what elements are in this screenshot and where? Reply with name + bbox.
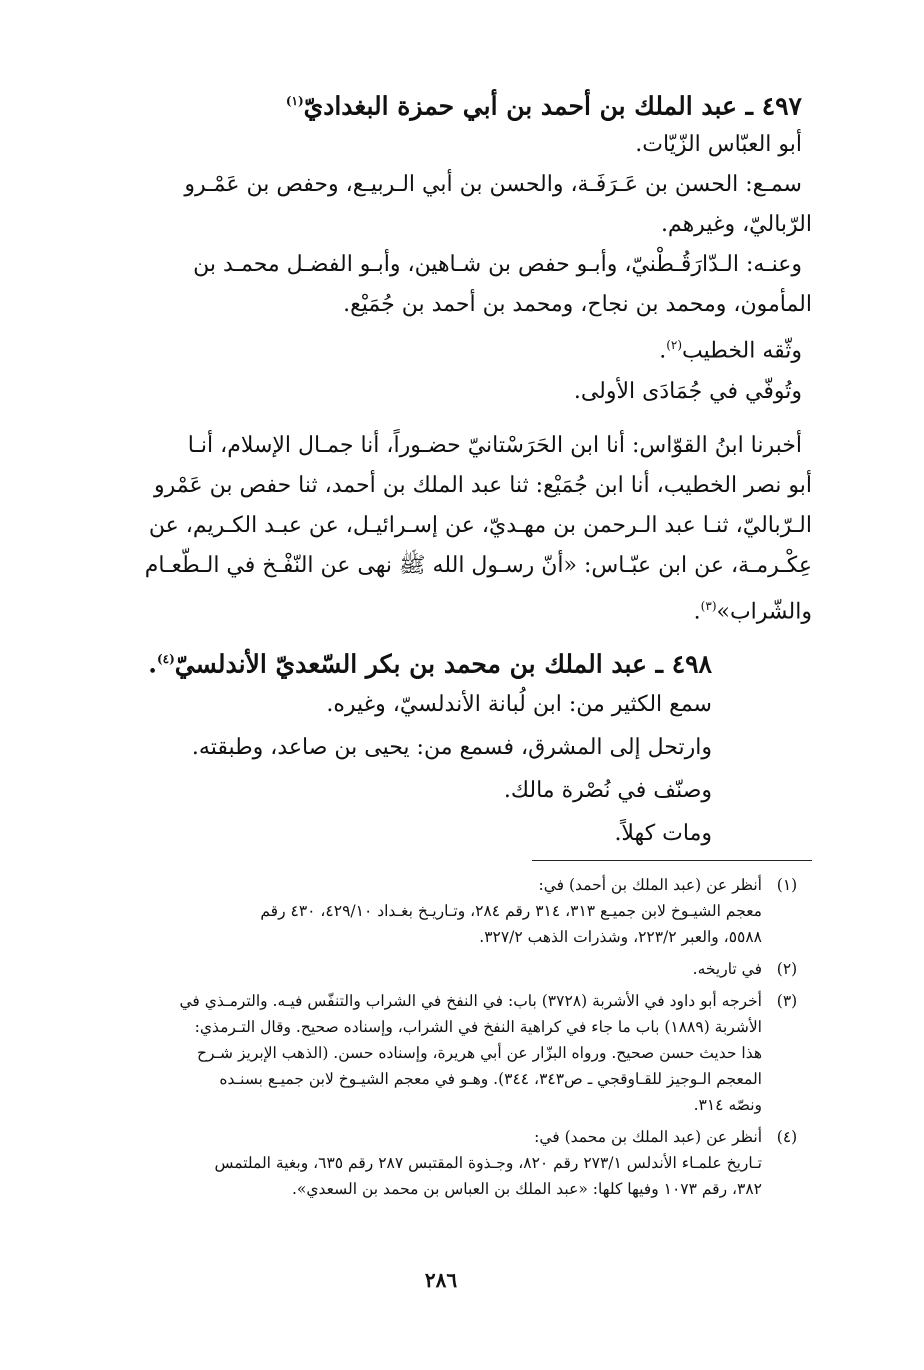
footnote-line: ٥٥٨٨، والعبر ٢٢٣/٢، وشذرات الذهب ٣٢٧/٢. [479, 928, 762, 946]
entry-497-heading [70, 82, 812, 125]
footnote-line: معجم الشيـوخ لابن جميـع ٣١٣، ٣١٤ رقم ٢٨٤، وتـاريـخ بغـداد ٤٢٩/١٠، ٤٣٠ رقم [260, 902, 762, 920]
entry-497-death: وتُوفّي في جُمَادَى الأولى. [573, 378, 802, 404]
footnote-line: ٣٨٢، رقم ١٠٧٣ وفيها كلها: «عبد الملك بن العباس بن محمد بن السعدي». [292, 1180, 762, 1198]
entry-498-body [70, 683, 812, 855]
entry-498-line-2: وارتحل إلى المشرق، فسمع من: يحيى بن صاعد، وطبقته. [191, 735, 712, 761]
footnote-ref-3: (٣) [700, 598, 717, 613]
footnote-line: أنظر عن (عبد الملك بن محمد) في: [534, 1128, 762, 1146]
entry-498-line-1: سمع الكثير من: ابن لُبانة الأندلسيّ، وغيره. [326, 692, 712, 718]
hadith-line-2: أبو نصر الخطيب، أنا ابن جُمَيْع: ثنا عبد الملك بن أحمد، ثنا حفص بن عَمْرو [154, 472, 812, 498]
page-number: ٢٨٦ [424, 1268, 458, 1292]
entry-497-kunya: أبو العبّاس الزّيّات. [635, 132, 802, 158]
entry-497-sami-line-2: الرّباليّ، وغيرهم. [660, 212, 812, 238]
footnote-number: (٤) [776, 1128, 798, 1146]
footnote-line: هذا حديث حسن صحيح. ورواه البزّار عن أبي هريرة، وإسناده حسن. (الذهب الإبريز شـرح [196, 1044, 762, 1062]
footnote-line: أخرجه أبو داود في الأشربة (٣٧٢٨) باب: في النفخ في الشراب والتنفّس فيـه. والترمـذي في [179, 992, 762, 1010]
hadith-end-text: والشّراب» [716, 598, 812, 624]
footnote-number: (١) [776, 876, 798, 894]
entry-497-anhu-line-1: وعنـه: الـدّارَقُـطْنيّ، وأبـو حفص بن شـاهين، وأبـو الفضـل محمـد بن [193, 252, 802, 278]
footnote-number: (٣) [776, 992, 798, 1010]
paragraph-gap [70, 412, 812, 426]
footnotes [70, 872, 812, 1208]
hadith-line-4: عِكْـرمـة، عن ابن عبّـاس: «أنّ رسـول الله ﷺ نهى عن النّفْـخ في الـطّعـام [144, 552, 812, 578]
footnote-number: (٢) [776, 960, 798, 978]
entry-498-title: ٤٩٨ ـ عبد الملك بن محمد بن بكر السّعديّ الأندلسيّ [174, 649, 712, 679]
footnote-separator [532, 860, 812, 861]
footnote-text [70, 1124, 762, 1202]
footnote-line: المعجم الـوجيز للقـاوقجي ـ ص٣٤٣، ٣٤٤). وهـو في معجم الشيـوخ لابن جميـع بسنـده [219, 1070, 762, 1088]
footnote-text [70, 872, 762, 950]
footnote-line: ونصّه ٣١٤. [693, 1096, 762, 1114]
entry-498-heading: ٤٩٨ ـ عبد الملك بن محمد بن بكر السّعديّ الأندلسيّ$^{(٤)}$. [148, 649, 712, 679]
footnote-ref-4: (٤) [156, 651, 175, 666]
footnote-text [70, 956, 762, 982]
book-page [70, 82, 812, 1312]
entry-497-title: ٤٩٧ ـ عبد الملك بن أحمد بن أبي حمزة البغداديّ [303, 91, 802, 121]
hadith-line-5: والشّراب»$^{(٣)}$. [693, 598, 812, 624]
entry-498-line-3: وصنّف في نُصْرة مالك. [503, 778, 712, 804]
footnote-line: في تاريخه. [692, 960, 762, 978]
entry-497-body [70, 125, 812, 632]
entry-497-tawthiq: وثّقه الخطيب$^{(٢)}$. [659, 338, 802, 364]
footnote-1 [70, 872, 812, 950]
footnote-ref-1: (١) [285, 94, 304, 108]
hadith-line-1: أخبرنا ابنُ القوّاس: أنا ابن الحَرَسْتانيّ حضـوراً، أنا جمـال الإسلام، أنـا [187, 432, 802, 458]
footnote-line: الأشربة (١٨٨٩) باب ما جاء في كراهية النفخ في الشراب، وإسناده صحيح. وقال التـرمذي: [194, 1018, 762, 1036]
footnote-ref-2: (٢) [666, 338, 683, 353]
footnote-text [70, 988, 762, 1118]
tawthiq-text: وثّقه الخطيب [682, 338, 802, 364]
footnote-2 [70, 956, 812, 982]
entry-498-line-4: ومات كهلاً. [614, 821, 712, 847]
entry-497-sami-line-1: سمـع: الحسن بن عَـرَفَـة، والحسن بن أبي الـربيـع، وحفص بن عَمْـرو [184, 172, 802, 198]
footnote-line: تـاريخ علمـاء الأندلس ٢٧٣/١ رقم ٨٢٠، وجـذوة المقتبس ٢٨٧ رقم ٦٣٥، وبغية الملتمس [214, 1154, 762, 1172]
footnote-line: أنظر عن (عبد الملك بن أحمد) في: [538, 876, 762, 894]
footnote-3 [70, 988, 812, 1118]
entry-497-anhu-line-2: المأمون، ومحمد بن نجاح، ومحمد بن أحمد بن جُمَيْع. [343, 292, 812, 318]
hadith-line-3: الـرّباليّ، ثنـا عبد الـرحمن بن مهـديّ، عن إسـرائيـل، عن عبـد الكـريم، عن [148, 512, 812, 538]
footnote-4 [70, 1124, 812, 1202]
